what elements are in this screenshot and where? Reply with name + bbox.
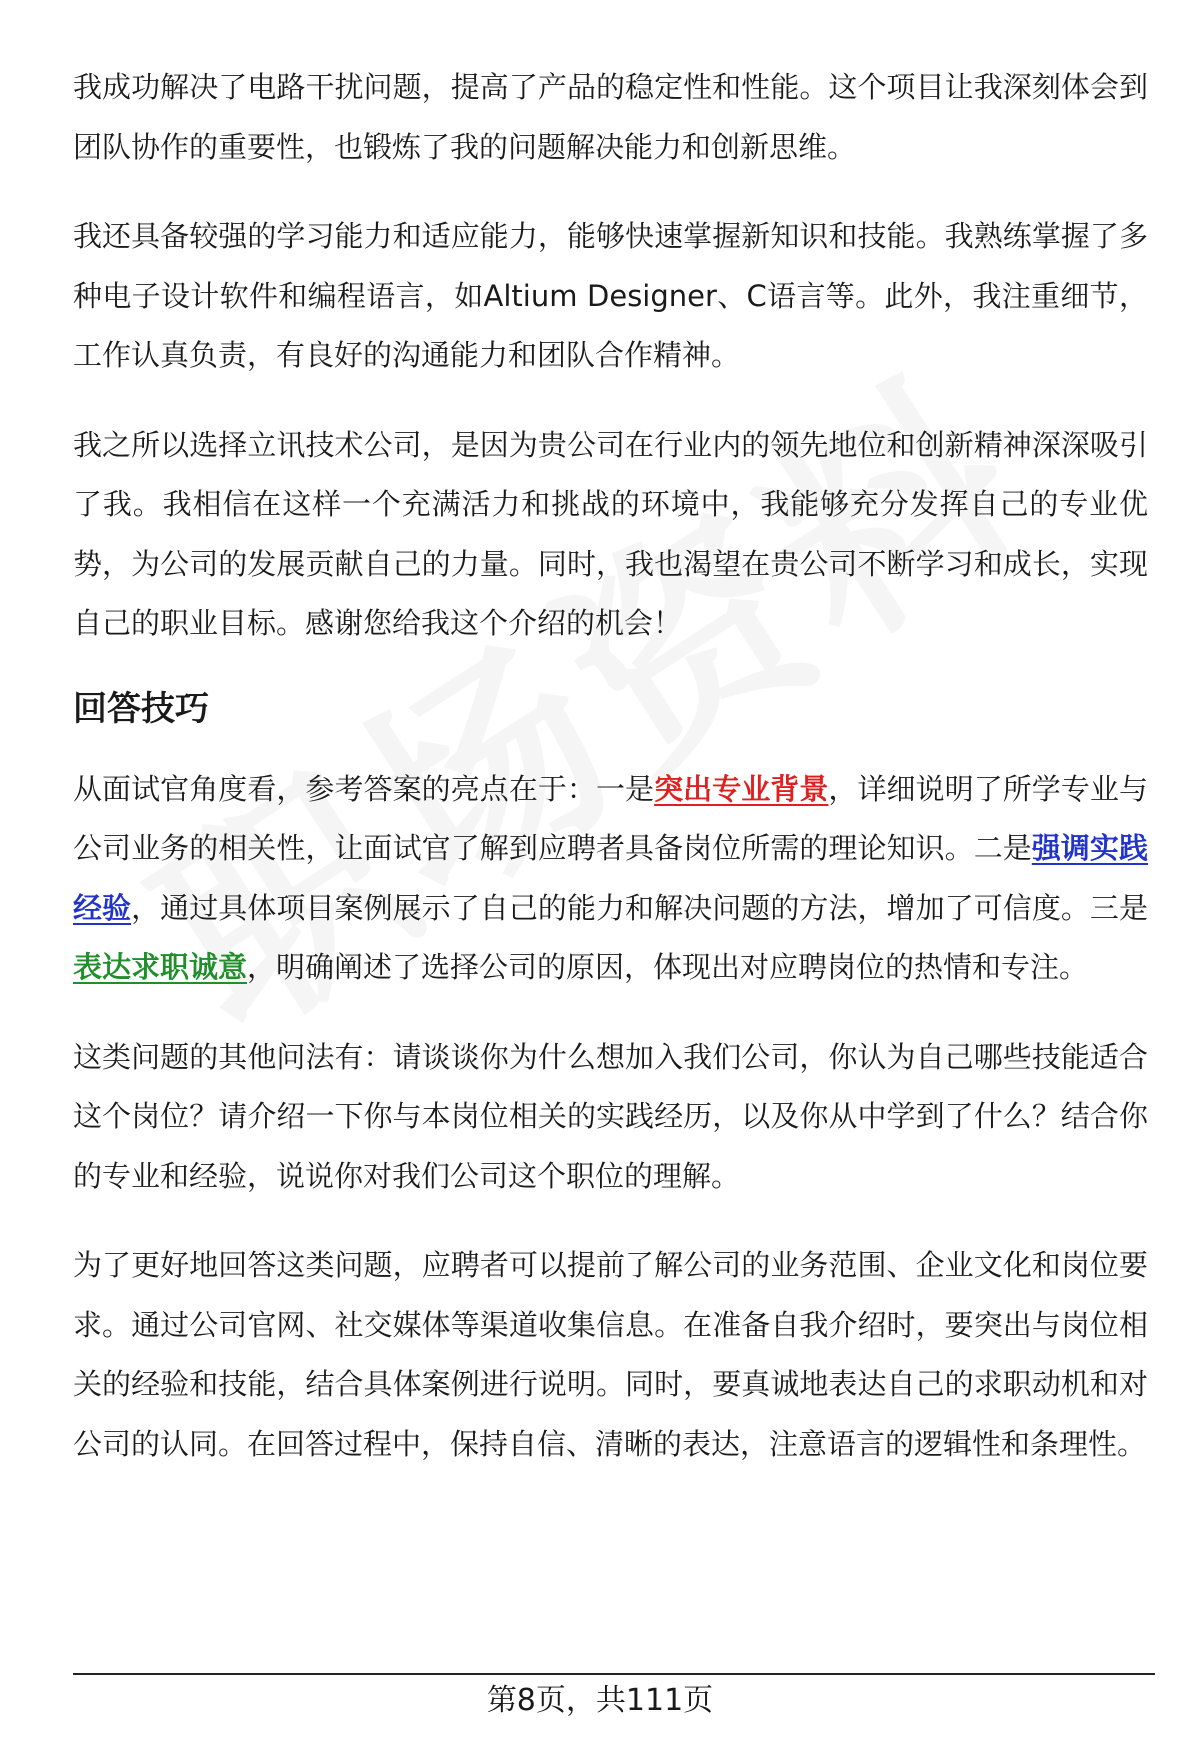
paragraph-motivation: 我之所以选择立讯技术公司，是因为贵公司在行业内的领先地位和创新精神深深吸引了我。我相信在这样一个充满活力和挑战的环境中，我能够充分发挥自己的专业优势，为公司的发展贡献自己的力量。同时，我也渴望在贵公司不断学习和成长，实现自己的职业目标。感谢您给我这个介绍的机会！ — [73, 427, 1148, 640]
paragraph-alternative-questions: 这类问题的其他问法有：请谈谈你为什么想加入我们公司，你认为自己哪些技能适合这个岗位？请介绍一下你与本岗位相关的实践经历，以及你从中学到了什么？结合你的专业和经验，说说你对我们公司这个职位的理解。 — [73, 1039, 1148, 1193]
paragraph-project-result: 我成功解决了电路干扰问题，提高了产品的稳定性和性能。这个项目让我深刻体会到团队协作的重要性，也锻炼了我的问题解决能力和创新思维。 — [73, 70, 1148, 164]
section-heading-answer-tips: 回答技巧 — [73, 688, 209, 729]
page-number: 第8页，共111页 — [486, 1683, 714, 1718]
paragraph-tips-highlights — [73, 760, 1148, 998]
document-body — [73, 58, 1148, 1504]
highlight-practical-experience: 强调实践经验 — [73, 831, 1148, 925]
footer-divider — [73, 1673, 1155, 1675]
highlight-professional-background: 突出专业背景 — [654, 771, 829, 806]
tips-text-a: 从面试官角度看，参考答案的亮点在于：一是 — [73, 771, 655, 806]
tips-text-d: ，明确阐述了选择公司的原因，体现出对应聘岗位的热情和专注。 — [247, 950, 1089, 984]
tips-text-c: ，通过具体项目案例展示了自己的能力和解决问题的方法，增加了可信度。三是 — [131, 890, 1148, 925]
paragraph-skills: 我还具备较强的学习能力和适应能力，能够快速掌握新知识和技能。我熟练掌握了多种电子设计软件和编程语言，如Altium Designer、C语言等。此外，我注重细节，工作认真负责，有良好的沟通能力和团队合作精神。 — [73, 219, 1148, 372]
tips-text-b: ，详细说明了所学专业与公司业务的相关性，让面试官了解到应聘者具备岗位所需的理论知识。二是 — [73, 771, 1148, 865]
highlight-job-sincerity: 表达求职诚意 — [73, 950, 248, 984]
paragraph-preparation-advice: 为了更好地回答这类问题，应聘者可以提前了解公司的业务范围、企业文化和岗位要求。通过公司官网、社交媒体等渠道收集信息。在准备自我介绍时，要突出与岗位相关的经验和技能，结合具体案例进行说明。同时，要真诚地表达自己的求职动机和对公司的认同。在回答过程中，保持自信、清晰的表达，注意语言的逻辑性和条理性。 — [73, 1248, 1148, 1461]
